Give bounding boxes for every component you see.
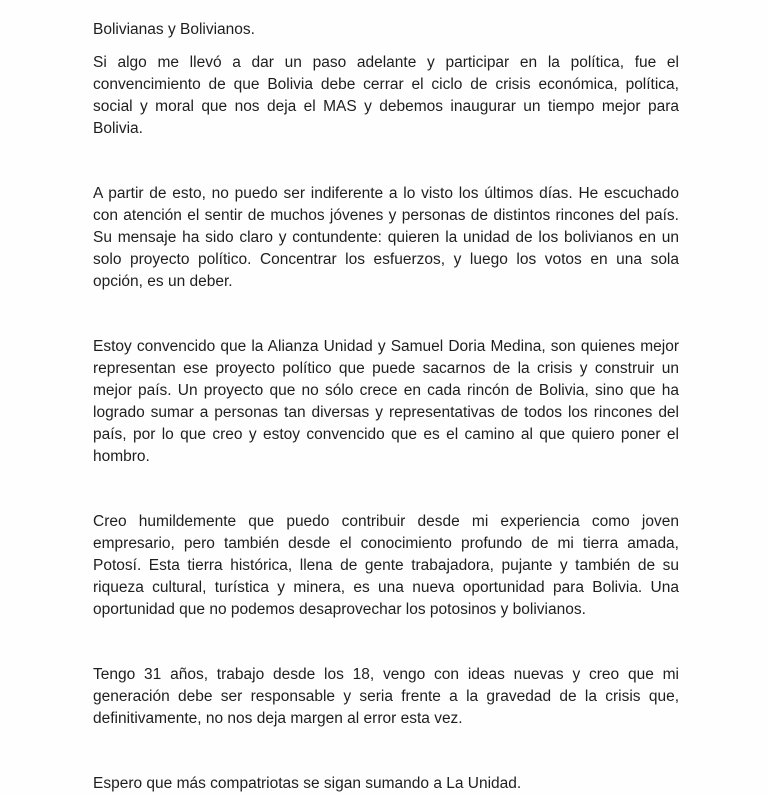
paragraph-5: Tengo 31 años, trabajo desde los 18, vengo con ideas nuevas y creo que mi generación debe ser responsable y seria frente a la gravedad de la crisis que, definitivamente, no nos deja margen al error esta vez.	[93, 666, 679, 727]
paragraph-3: Estoy convencido que la Alianza Unidad y Samuel Doria Medina, son quienes mejor representan ese proyecto político que puede sacarnos de la crisis y construir un mejor país. Un proyecto que no sólo crece en cada rincón de Bolivia, sino que ha logrado sumar a personas tan diversas y representativas de todos los rincones del país, por lo que creo y estoy convencido que es el camino al que quiero poner el hombro.	[93, 338, 679, 465]
paragraph-2: A partir de esto, no puedo ser indiferente a lo visto los últimos días. He escuchado con atención el sentir de muchos jóvenes y personas de distintos rincones del país. Su mensaje ha sido claro y contundente: quieren la unidad de los bolivianos en un solo proyecto político. Concentrar los esfuerzos, y luego los votos en una sola opción, es un deber.	[93, 185, 679, 290]
paragraph-4: Creo humildemente que puedo contribuir desde mi experiencia como joven empresario, pero también desde el conocimiento profundo de mi tierra amada, Potosí. Esta tierra histórica, llena de gente trabajadora, pujante y también de su riqueza cultural, turística y minera, es una nueva oportunidad para Bolivia. Una oportunidad que no podemos desaprovechar los potosinos y bolivianos.	[93, 513, 679, 618]
paragraph-1: Si algo me llevó a dar un paso adelante y participar en la política, fue el convencimiento de que Bolivia debe cerrar el ciclo de crisis económica, política, social y moral que nos deja el MAS y debemos inaugurar un tiempo mejor para Bolivia.	[93, 54, 679, 137]
salutation: Bolivianas y Bolivianos.	[93, 21, 255, 38]
paragraph-6: Espero que más compatriotas se sigan sumando a La Unidad.	[93, 775, 522, 792]
